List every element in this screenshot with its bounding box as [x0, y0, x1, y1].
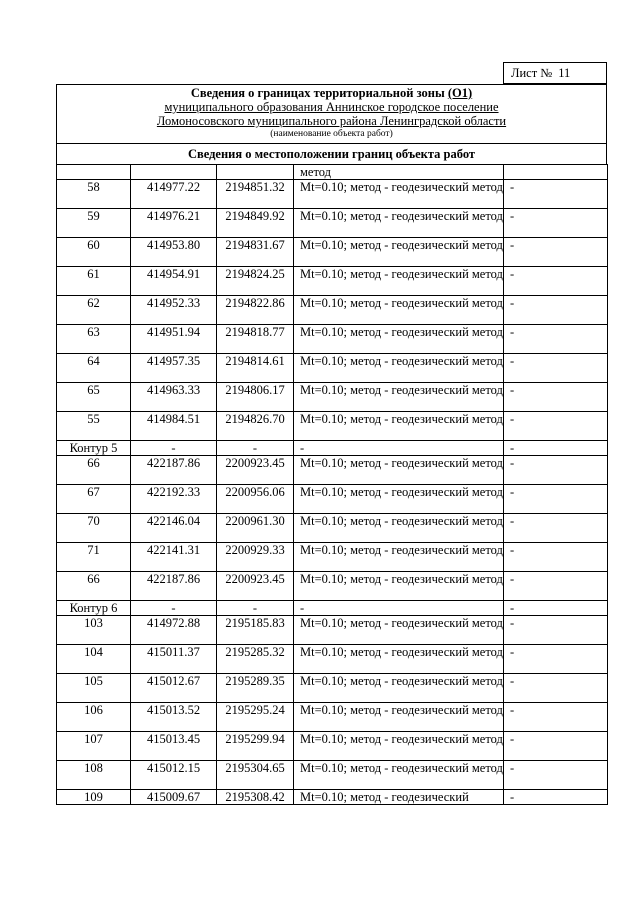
cell-note-text: - [510, 296, 515, 310]
cell-point-text: 71 [87, 543, 100, 557]
cell-method [294, 383, 504, 412]
table-row-continuation [57, 165, 608, 180]
cell-x [131, 616, 217, 645]
cell-x-text: 414957.35 [146, 354, 201, 368]
table-row [57, 296, 608, 325]
cell-x-text: 414976.21 [146, 209, 201, 223]
cell-x [131, 601, 217, 616]
cell-x-text: 422146.04 [146, 514, 201, 528]
cell-note [504, 732, 608, 761]
cell-y [217, 514, 294, 543]
cell-point-text: 61 [87, 267, 100, 281]
table-row [57, 209, 608, 238]
cell-x [131, 209, 217, 238]
cell-x-text: 415012.67 [146, 674, 201, 688]
cell-point [57, 456, 131, 485]
cell-x [131, 412, 217, 441]
cell-method [294, 761, 504, 790]
table-row [57, 238, 608, 267]
cell-x-text: 415012.15 [146, 761, 201, 775]
cell-x [131, 761, 217, 790]
header-district: Ломоносовского муниципального района Ленинградской области [156, 114, 507, 128]
cell-point-text: 108 [84, 761, 103, 775]
cell-y-text: 2195299.94 [225, 732, 285, 746]
cell-x [131, 383, 217, 412]
cell-point [57, 296, 131, 325]
cell-y-text: 2194806.17 [225, 383, 285, 397]
cell-y-text: 2194824.25 [225, 267, 285, 281]
table-row [57, 485, 608, 514]
cell-point [57, 383, 131, 412]
cell-point [57, 180, 131, 209]
cell-point-text: 65 [87, 383, 100, 397]
cell-point [57, 238, 131, 267]
cell-point-text: 67 [87, 485, 100, 499]
cell-x-text: - [171, 441, 176, 455]
cell-point [57, 601, 131, 616]
cell-x [131, 296, 217, 325]
cell-method [294, 543, 504, 572]
cell-method-text: - [300, 601, 305, 615]
table-row [57, 412, 608, 441]
cell-y [217, 456, 294, 485]
cell-point [57, 703, 131, 732]
cell-note-text: - [510, 674, 515, 688]
cell-note-text: - [510, 732, 515, 746]
cell-x-text: 414951.94 [146, 325, 201, 339]
cell-point [57, 761, 131, 790]
cell-point-text: 107 [84, 732, 103, 746]
table-row [57, 354, 608, 383]
table-row [57, 703, 608, 732]
cell-y [217, 296, 294, 325]
table-body [57, 165, 608, 805]
cell-y [217, 441, 294, 456]
cell-y-text: 2194831.67 [225, 238, 285, 252]
cell-method [294, 732, 504, 761]
cell-note-text: - [510, 354, 515, 368]
cell-x-text: 422187.86 [146, 572, 201, 586]
table-row [57, 572, 608, 601]
cell-note [504, 485, 608, 514]
cell-point-text: 109 [84, 790, 103, 804]
cell-x-text: 415013.45 [146, 732, 201, 746]
sheet-label: Лист № [511, 65, 553, 80]
table-row [57, 514, 608, 543]
cell-point [57, 441, 131, 456]
cell-y [217, 180, 294, 209]
cell-x-text: 414953.80 [146, 238, 201, 252]
cell-method-text: Mt=0.10; метод - геодезический метод [300, 383, 503, 397]
cell-method-text: Mt=0.10; метод - геодезический метод [300, 456, 503, 470]
header-municipality: муниципального образования Аннинское городское поселение [164, 100, 499, 114]
cell-y-text: 2195304.65 [225, 761, 285, 775]
cell-y [217, 732, 294, 761]
cell-method-text: Mt=0.10; метод - геодезический метод [300, 180, 503, 194]
cell-note-text: - [510, 572, 515, 586]
cell-point [57, 514, 131, 543]
cell-method-text: Mt=0.10; метод - геодезический метод [300, 543, 503, 557]
cell-method [294, 267, 504, 296]
cell-method-text: Mt=0.10; метод - геодезический метод [300, 485, 503, 499]
cell-y [217, 572, 294, 601]
cell-y [217, 238, 294, 267]
header-zone-code: (О1) [447, 86, 473, 100]
cell-note-text: - [510, 441, 515, 455]
cell-method [294, 601, 504, 616]
header-title-prefix: Сведения о границах территориальной зоны [190, 86, 445, 100]
cell-y-text: 2195289.35 [225, 674, 285, 688]
cell-method-text: Mt=0.10; метод - геодезический метод [300, 354, 503, 368]
sheet-number-box [503, 62, 607, 84]
cell-method [294, 674, 504, 703]
continuation-text: метод [300, 165, 332, 179]
cell-note [504, 165, 608, 180]
cell-note [504, 543, 608, 572]
cell-y-text: - [252, 441, 258, 455]
cell-note-text: - [510, 790, 515, 804]
cell-note-text: - [510, 485, 515, 499]
cell-method-text: Mt=0.10; метод - геодезический метод [300, 296, 503, 310]
cell-note [504, 645, 608, 674]
sheet-number: 11 [558, 65, 571, 80]
cell-note [504, 572, 608, 601]
cell-y-text: 2200929.33 [225, 543, 285, 557]
cell-point [57, 485, 131, 514]
cell-point [57, 165, 131, 180]
cell-method [294, 572, 504, 601]
cell-x-text: 414963.33 [146, 383, 201, 397]
cell-x [131, 441, 217, 456]
table-row [57, 732, 608, 761]
cell-note [504, 703, 608, 732]
table-row [57, 456, 608, 485]
cell-note [504, 616, 608, 645]
cell-y-text: 2194814.61 [225, 354, 285, 368]
cell-method-text: Mt=0.10; метод - геодезический метод [300, 325, 503, 339]
cell-note [504, 325, 608, 354]
cell-y [217, 601, 294, 616]
cell-note [504, 456, 608, 485]
cell-point-text: 103 [84, 616, 103, 630]
cell-y [217, 383, 294, 412]
cell-point [57, 790, 131, 805]
cell-note-text: - [510, 383, 515, 397]
cell-point-text: 60 [87, 238, 100, 252]
cell-method-text: Mt=0.10; метод - геодезический метод [300, 645, 503, 659]
section-title: Сведения о местоположении границ объекта работ [56, 143, 607, 165]
cell-note [504, 383, 608, 412]
cell-note [504, 441, 608, 456]
cell-point-text: 62 [87, 296, 100, 310]
cell-note-text: - [510, 616, 515, 630]
cell-method [294, 485, 504, 514]
cell-y-text: 2194822.86 [225, 296, 285, 310]
table-row [57, 383, 608, 412]
cell-note [504, 790, 608, 805]
boundary-points-table [56, 164, 608, 805]
cell-method [294, 296, 504, 325]
cell-x-text: - [171, 601, 176, 615]
cell-y [217, 543, 294, 572]
cell-y-text: 2195285.32 [225, 645, 285, 659]
cell-x [131, 180, 217, 209]
cell-y-text: 2200923.45 [225, 572, 285, 586]
cell-y [217, 412, 294, 441]
cell-y [217, 790, 294, 805]
cell-method-text: Mt=0.10; метод - геодезический метод [300, 703, 503, 717]
table-row [57, 790, 608, 805]
cell-point [57, 572, 131, 601]
cell-note-text: - [510, 238, 515, 252]
cell-x [131, 238, 217, 267]
cell-note [504, 761, 608, 790]
cell-y-text: 2200956.06 [225, 485, 285, 499]
table-row-contour [57, 601, 608, 616]
cell-method [294, 790, 504, 805]
cell-note-text: - [510, 514, 515, 528]
cell-x [131, 165, 217, 180]
cell-x [131, 543, 217, 572]
cell-point-text: 63 [87, 325, 100, 339]
cell-y-text: 2195185.83 [225, 616, 285, 630]
cell-y-text: 2200923.45 [225, 456, 285, 470]
cell-note-text: - [510, 543, 515, 557]
cell-y [217, 645, 294, 674]
cell-method-text: Mt=0.10; метод - геодезический метод [300, 267, 503, 281]
cell-x-text: 414972.88 [146, 616, 201, 630]
cell-note-text: - [510, 180, 515, 194]
table-row [57, 761, 608, 790]
cell-method [294, 412, 504, 441]
table-row [57, 543, 608, 572]
cell-method [294, 703, 504, 732]
table-row [57, 645, 608, 674]
cell-x [131, 732, 217, 761]
cell-note-text: - [510, 703, 515, 717]
cell-method [294, 616, 504, 645]
cell-method [294, 456, 504, 485]
cell-x-text: 415009.67 [146, 790, 201, 804]
cell-note-text: - [510, 761, 515, 775]
cell-y-text: 2194849.92 [225, 209, 285, 223]
cell-method-text: Mt=0.10; метод - геодезический метод [300, 572, 503, 586]
cell-y [217, 703, 294, 732]
table-row-contour [57, 441, 608, 456]
cell-point-text: 59 [87, 209, 100, 223]
cell-method [294, 238, 504, 267]
cell-note [504, 209, 608, 238]
cell-method-text: Mt=0.10; метод - геодезический метод [300, 412, 503, 426]
cell-x-text: 422187.86 [146, 456, 201, 470]
cell-point [57, 674, 131, 703]
cell-method [294, 441, 504, 456]
cell-x [131, 354, 217, 383]
cell-note [504, 238, 608, 267]
cell-note [504, 514, 608, 543]
cell-x-text: 415013.52 [146, 703, 201, 717]
cell-note-text: - [510, 456, 515, 470]
cell-point [57, 412, 131, 441]
cell-note [504, 180, 608, 209]
cell-x [131, 325, 217, 354]
cell-x-text: 414954.91 [146, 267, 201, 281]
cell-point [57, 325, 131, 354]
cell-point-text: 70 [87, 514, 100, 528]
cell-point [57, 645, 131, 674]
cell-point [57, 543, 131, 572]
cell-method-text: Mt=0.10; метод - геодезический метод [300, 209, 503, 223]
table-row [57, 267, 608, 296]
cell-method-text: Mt=0.10; метод - геодезический метод [300, 732, 503, 746]
cell-y [217, 485, 294, 514]
table-row [57, 180, 608, 209]
cell-point-text: Контур 6 [69, 601, 118, 615]
cell-point-text: 105 [84, 674, 103, 688]
cell-note-text: - [510, 645, 515, 659]
cell-y-text: 2195308.42 [225, 790, 285, 804]
cell-point-text: 55 [87, 412, 100, 426]
cell-point-text: Контур 5 [69, 441, 118, 455]
cell-point [57, 267, 131, 296]
cell-method [294, 165, 504, 180]
cell-method-text: Mt=0.10; метод - геодезический [300, 790, 469, 804]
cell-method-text: - [300, 441, 305, 455]
cell-y-text: 2194851.32 [225, 180, 285, 194]
cell-y-text: 2195295.24 [225, 703, 285, 717]
cell-y [217, 761, 294, 790]
cell-note [504, 267, 608, 296]
cell-point-text: 106 [84, 703, 103, 717]
cell-point [57, 209, 131, 238]
cell-x [131, 645, 217, 674]
cell-method [294, 209, 504, 238]
cell-x-text: 414984.51 [146, 412, 201, 426]
table-row [57, 674, 608, 703]
cell-note-text: - [510, 412, 515, 426]
cell-x-text: 422141.31 [146, 543, 201, 557]
header-object-caption: (наименование объекта работ) [270, 129, 393, 139]
cell-x-text: 414977.22 [146, 180, 201, 194]
cell-method-text: Mt=0.10; метод - геодезический метод [300, 238, 503, 252]
cell-point [57, 732, 131, 761]
cell-note-text: - [510, 601, 515, 615]
cell-y [217, 325, 294, 354]
cell-y [217, 674, 294, 703]
cell-x-text: 415011.37 [147, 645, 200, 659]
cell-y [217, 267, 294, 296]
cell-x [131, 456, 217, 485]
cell-y [217, 616, 294, 645]
cell-y-text: - [252, 601, 258, 615]
table-row [57, 616, 608, 645]
table-row [57, 325, 608, 354]
cell-note [504, 412, 608, 441]
header-title [57, 86, 606, 100]
cell-y-text: 2194818.77 [225, 325, 285, 339]
cell-x-text: 414952.33 [146, 296, 201, 310]
cell-x [131, 267, 217, 296]
cell-point [57, 354, 131, 383]
cell-method [294, 325, 504, 354]
cell-point-text: 66 [87, 456, 100, 470]
cell-note-text: - [510, 325, 515, 339]
cell-x [131, 703, 217, 732]
document-header [56, 84, 607, 144]
cell-x [131, 790, 217, 805]
cell-x [131, 572, 217, 601]
cell-note [504, 296, 608, 325]
cell-y [217, 354, 294, 383]
cell-note-text: - [510, 209, 515, 223]
cell-method-text: Mt=0.10; метод - геодезический метод [300, 514, 503, 528]
cell-method-text: Mt=0.10; метод - геодезический метод [300, 674, 503, 688]
cell-note [504, 674, 608, 703]
cell-point [57, 616, 131, 645]
cell-y [217, 209, 294, 238]
cell-note [504, 601, 608, 616]
cell-note [504, 354, 608, 383]
cell-y [217, 165, 294, 180]
cell-x [131, 674, 217, 703]
cell-method [294, 514, 504, 543]
cell-method-text: Mt=0.10; метод - геодезический метод [300, 761, 503, 775]
cell-x [131, 514, 217, 543]
cell-x-text: 422192.33 [146, 485, 201, 499]
cell-point-text: 64 [87, 354, 100, 368]
cell-point-text: 58 [87, 180, 100, 194]
cell-point-text: 66 [87, 572, 100, 586]
cell-note-text: - [510, 267, 515, 281]
cell-method [294, 354, 504, 383]
cell-y-text: 2200961.30 [225, 514, 285, 528]
cell-y-text: 2194826.70 [225, 412, 285, 426]
cell-point-text: 104 [84, 645, 103, 659]
cell-x [131, 485, 217, 514]
cell-method-text: Mt=0.10; метод - геодезический метод [300, 616, 503, 630]
cell-method [294, 180, 504, 209]
cell-method [294, 645, 504, 674]
